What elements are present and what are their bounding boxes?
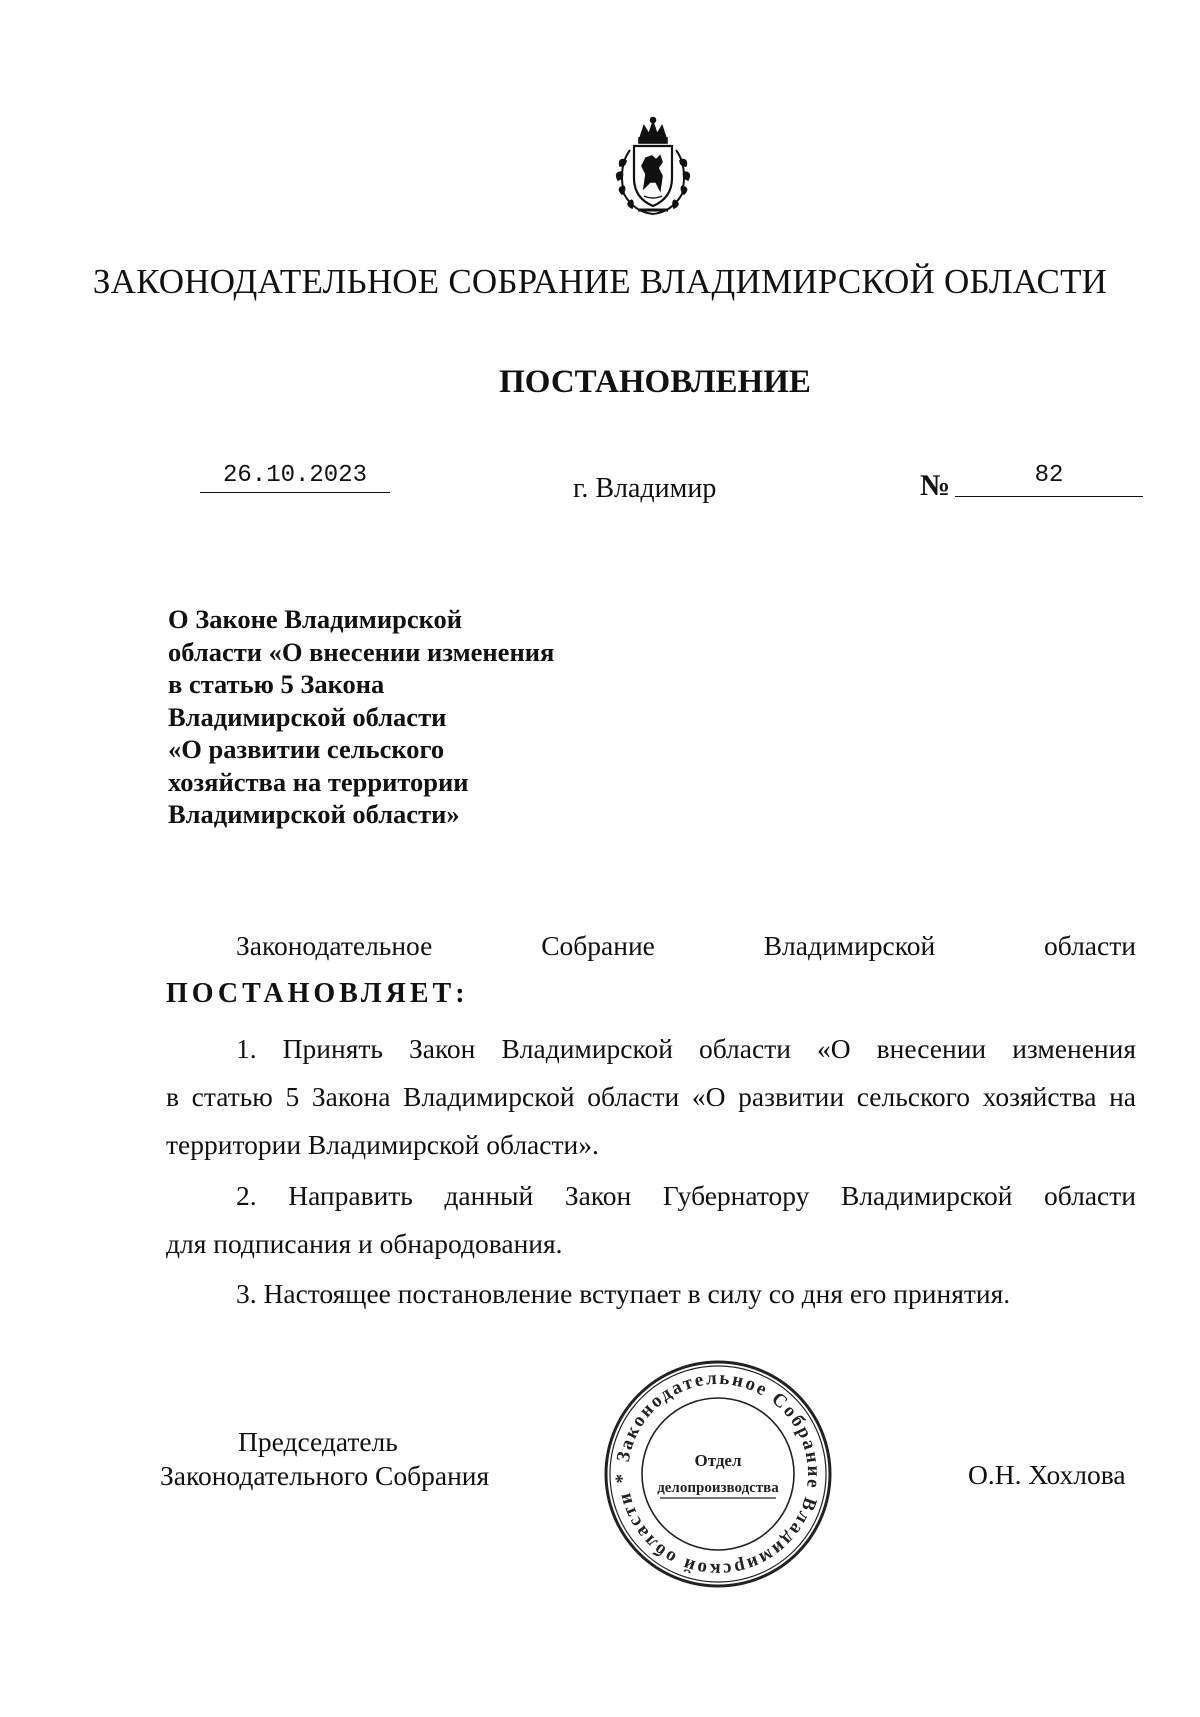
organization-title: ЗАКОНОДАТЕЛЬНОЕ СОБРАНИЕ ВЛАДИМИРСКОЙ ОБЛАСТИ <box>92 262 1108 301</box>
preamble-word: Законодательное <box>236 930 433 961</box>
document-date: 26.10.2023 <box>200 462 390 493</box>
paragraph-2-first-line: 2. Направить данный Закон Губернатору Владимирской области <box>236 1180 1136 1211</box>
paragraph-3-text: 3. Настоящее постановление вступает в силу со дня его принятия. <box>236 1278 1011 1309</box>
document-city: г. Владимир <box>573 473 717 504</box>
paragraph-1-rest: в статью 5 Закона Владимирской области «О развитии сельского хозяйства на территории Владимирской области». <box>166 1081 1136 1160</box>
preamble <box>166 930 1136 962</box>
signatory-name: О.Н. Хохлова <box>968 1459 1126 1490</box>
document-type-heading: ПОСТАНОВЛЕНИЕ <box>499 364 811 400</box>
preamble-word: Владимирской <box>763 930 936 961</box>
decree-word: ПОСТАНОВЛЯЕТ: <box>166 978 469 1009</box>
subject-line: Владимирской области <box>168 701 447 732</box>
document-number: 82 <box>955 462 1143 497</box>
svg-text:Законодательное Собрание Влади <box>612 1368 824 1580</box>
signatory-title-line: Председатель <box>238 1426 398 1457</box>
stamp-ring-text: Законодательное Собрание Владимирской области * <box>611 1367 825 1581</box>
document-subject <box>168 603 628 831</box>
signatory-title <box>160 1425 489 1493</box>
preamble-word: области <box>1044 930 1136 961</box>
paragraph-1-first-line: 1. Принять Закон Владимирской области «О внесении изменения <box>236 1033 1136 1064</box>
subject-line: «О развитии сельского <box>168 734 445 764</box>
paragraph-2-rest: для подписания и обнародования. <box>166 1228 563 1259</box>
signatory-title-line: Законодательного Собрания <box>160 1460 490 1491</box>
subject-line: Владимирской области» <box>168 799 460 829</box>
official-stamp <box>602 1358 834 1590</box>
paragraph-3 <box>166 1270 1136 1318</box>
number-label: № <box>920 469 951 502</box>
subject-line: в статью 5 Закона <box>168 669 385 699</box>
stamp-center-line: делопроизводства <box>657 1480 779 1496</box>
subject-line: области «О внесении изменения <box>168 636 555 667</box>
paragraph-2 <box>166 1172 1136 1268</box>
subject-line: О Законе Владимирской <box>168 604 463 634</box>
paragraph-1 <box>166 1025 1136 1169</box>
coat-of-arms-icon <box>604 116 702 220</box>
stamp-center-line: Отдел <box>694 1451 742 1470</box>
subject-line: хозяйства на территории <box>168 766 469 797</box>
preamble-word: Собрание <box>541 930 655 961</box>
